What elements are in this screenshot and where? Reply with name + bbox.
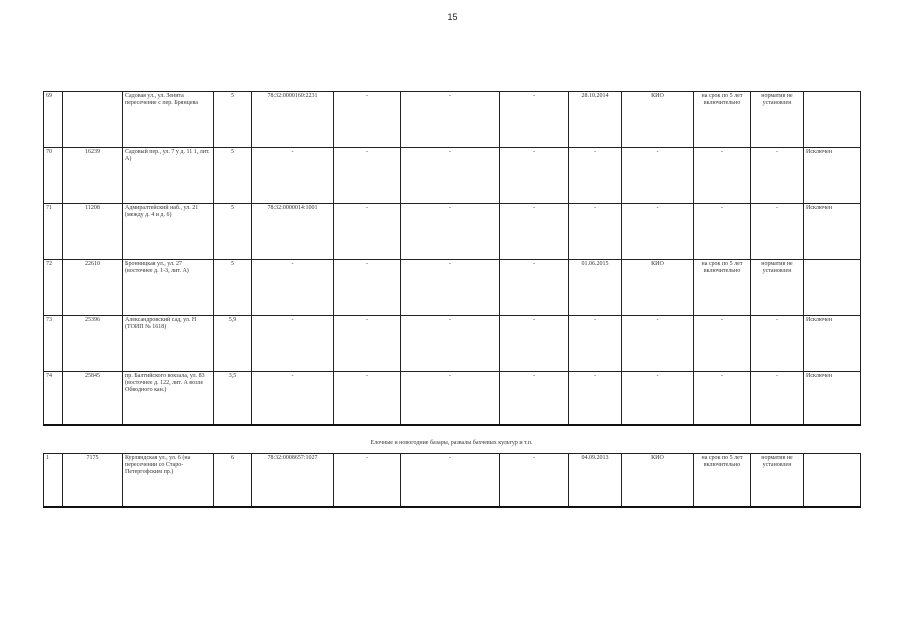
cell-col6: - [401,92,500,148]
cell-term: на срок по 5 лет включительно [694,92,751,148]
cell-col6: - [401,148,500,204]
cell-note: Исключен [804,372,861,426]
cell-norm: норматив не установлен [751,260,804,316]
cell-area: 5 [214,92,252,148]
section-title: Елочные и новогодние базары, развалы бахчевых культур и т.п. [370,440,533,446]
cell-id: 11208 [63,204,123,260]
table-row [44,454,861,508]
cell-address: Садовая ул., ул. Зенита пересечение с пер. Брянцева [123,92,214,148]
cell-cadastre: - [252,372,334,426]
cell-cadastre: - [252,148,334,204]
cell-date: - [569,372,622,426]
cell-col6: - [401,204,500,260]
table-row [44,260,861,316]
cell-note: Исключен [804,316,861,372]
cell-number: 71 [44,204,63,260]
cell-col5: - [334,454,401,508]
cell-note: Исключен [804,148,861,204]
cell-address: Александровский сад, ул. Н (ТОИП № 1618) [123,316,214,372]
table-row [44,148,861,204]
cell-term: - [694,148,751,204]
cell-term: на срок по 5 лет включительно [694,260,751,316]
cell-col5: - [334,316,401,372]
cell-col7: - [500,454,569,508]
cell-number: 69 [44,92,63,148]
cell-term: - [694,372,751,426]
cell-note: Исключен [804,204,861,260]
cell-note [804,92,861,148]
cell-col7: - [500,204,569,260]
cell-id: 22610 [63,260,123,316]
cell-area: 5 [214,260,252,316]
cell-address: Адмиралтейский наб., ул. 21 (между д. 4 и д. 6) [123,204,214,260]
cell-col6: - [401,454,500,508]
cell-date: - [569,316,622,372]
cell-col5: - [334,92,401,148]
cell-address: Бронницкая ул., ул. 27 (восточнее д. 1-3, лит. А) [123,260,214,316]
table-row [44,372,861,426]
cell-col6: - [401,260,500,316]
cell-cadastre: 78:32:0000014:1001 [252,204,334,260]
cell-date: - [569,204,622,260]
cell-date: 28.10.2014 [569,92,622,148]
cell-id: 25396 [63,316,123,372]
cell-cadastre: - [252,260,334,316]
cell-note [804,260,861,316]
cell-id [63,92,123,148]
page-number: 15 [447,12,458,22]
cell-number: 73 [44,316,63,372]
cell-number: 1 [44,454,63,508]
cell-organization: - [622,204,694,260]
cell-number: 74 [44,372,63,426]
cell-term: на срок по 5 лет включительно [694,454,751,508]
table-row [44,204,861,260]
cell-address: пр. Балтийского вокзала, ул. 83 (восточнее д. 122, лит. А возле Обводного кан.) [123,372,214,426]
cell-area: 6 [214,454,252,508]
cell-date: - [569,148,622,204]
cell-organization: КИО [622,260,694,316]
cell-col5: - [334,204,401,260]
cell-organization: КИО [622,454,694,508]
cell-organization: - [622,316,694,372]
cell-note [804,454,861,508]
cell-term: - [694,204,751,260]
cell-area: 5 [214,204,252,260]
cell-col7: - [500,316,569,372]
cell-col6: - [401,316,500,372]
cell-col7: - [500,260,569,316]
cell-col5: - [334,148,401,204]
cell-col5: - [334,260,401,316]
cell-norm: норматив не установлен [751,454,804,508]
cell-organization: - [622,372,694,426]
cell-col7: - [500,92,569,148]
cell-date: 01.06.2015 [569,260,622,316]
cell-number: 70 [44,148,63,204]
cell-col5: - [334,372,401,426]
section-table [43,453,861,508]
cell-norm: - [751,372,804,426]
cell-id: 16239 [63,148,123,204]
cell-norm: норматив не установлен [751,92,804,148]
cell-col7: - [500,148,569,204]
cell-cadastre: - [252,316,334,372]
cell-norm: - [751,204,804,260]
cell-address: Садовый пер., ул. 7 у д. 11 1, лит. А) [123,148,214,204]
cell-id: 7175 [63,454,123,508]
cell-number: 72 [44,260,63,316]
table-row [44,316,861,372]
table-row [44,92,861,148]
cell-area: 5,9 [214,316,252,372]
cell-organization: - [622,148,694,204]
cell-col7: - [500,372,569,426]
cell-id: 25845 [63,372,123,426]
cell-date: 04.09.2013 [569,454,622,508]
register-table [43,91,861,426]
cell-area: 3,5 [214,372,252,426]
cell-organization: КИО [622,92,694,148]
cell-cadastre: 78:32:0000160:2231 [252,92,334,148]
cell-col6: - [401,372,500,426]
cell-address: Курляндская ул., ул. 6 (на пересечении со Старо-Петергофским пр.) [123,454,214,508]
cell-norm: - [751,316,804,372]
cell-norm: - [751,148,804,204]
cell-term: - [694,316,751,372]
cell-cadastre: 78:32:0008657:1027 [252,454,334,508]
cell-area: 5 [214,148,252,204]
